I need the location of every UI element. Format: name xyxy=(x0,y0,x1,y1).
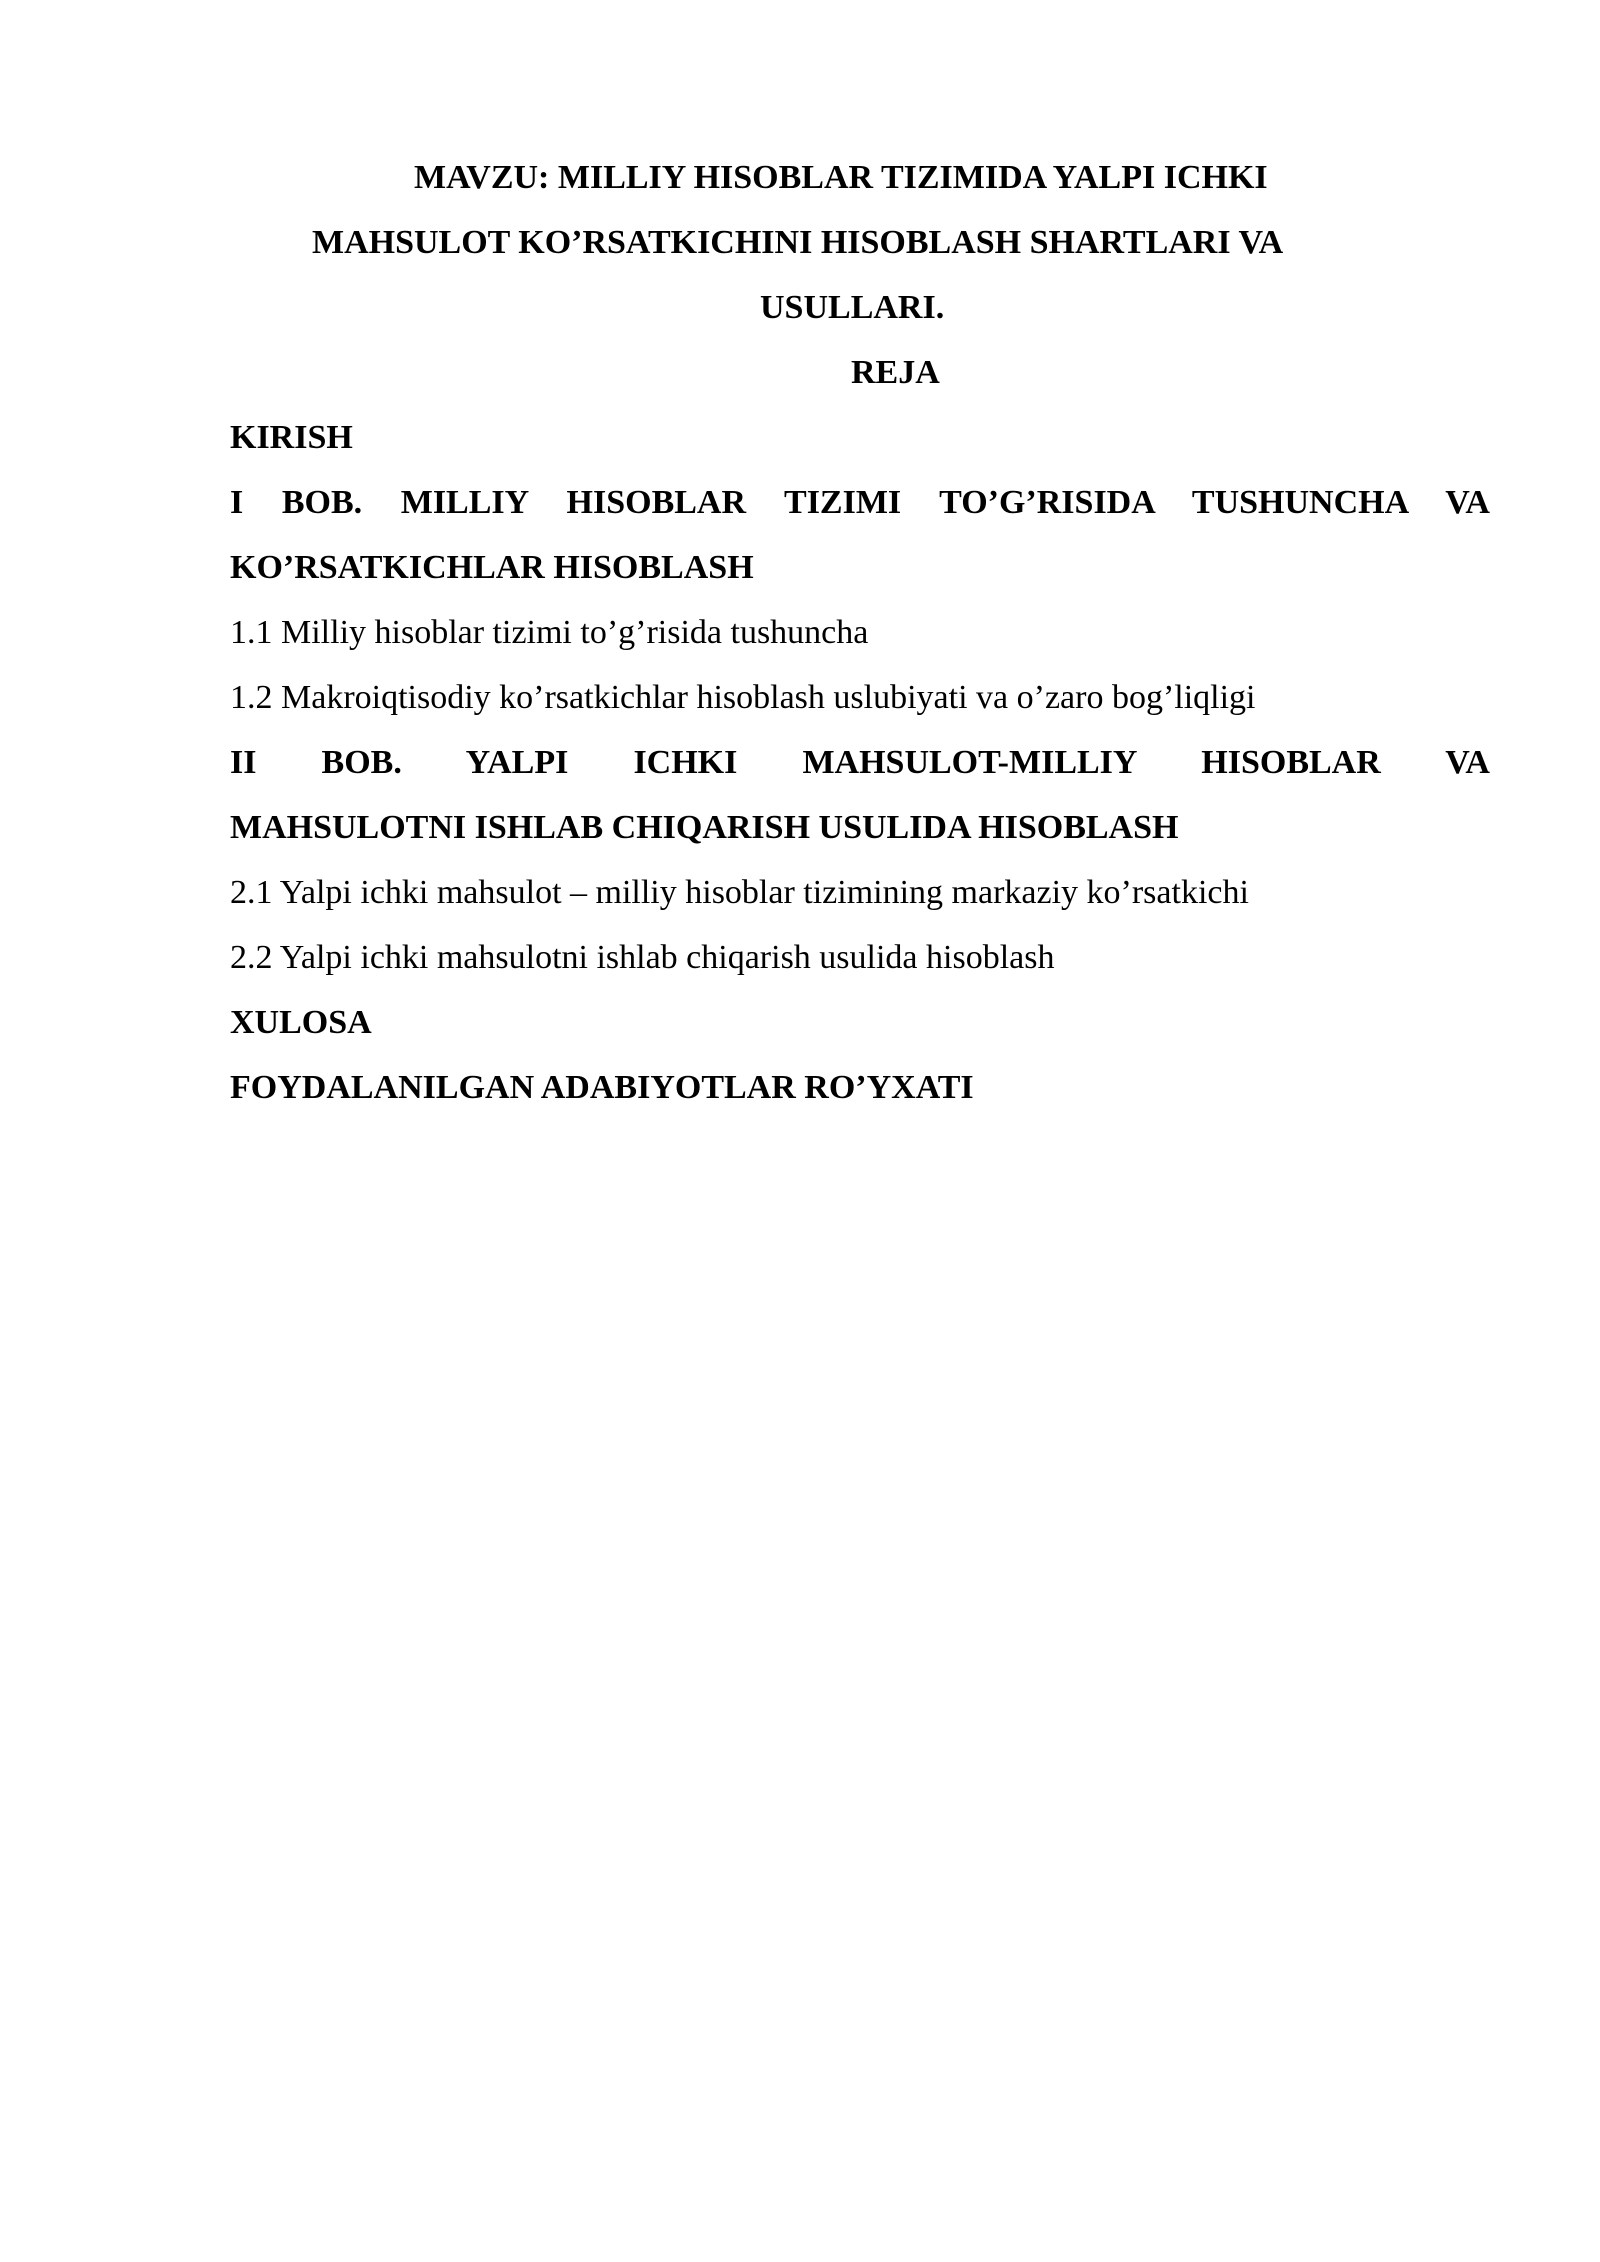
chapter2-section-2: 2.2 Yalpi ichki mahsulotni ishlab chiqarish usulida hisoblash xyxy=(230,939,1055,976)
chapter1-title-line-1: I BOB. MILLIY HISOBLAR TIZIMI TO’G’RISIDA TUSHUNCHA VA xyxy=(230,484,1490,521)
title-line-1: MAVZU: MILLIY HISOBLAR TIZIMIDA YALPI ICHKI xyxy=(414,159,1268,196)
chapter1-title-line-2: KO’RSATKICHLAR HISOBLASH xyxy=(230,549,754,586)
document-content xyxy=(230,145,1490,1120)
title-line-3: USULLARI. xyxy=(760,289,945,326)
conclusion-heading: XULOSA xyxy=(230,1004,372,1041)
chapter1-section-1: 1.1 Milliy hisoblar tizimi to’g’risida tushuncha xyxy=(230,614,869,651)
title-line-2: MAHSULOT KO’RSATKICHINI HISOBLASH SHARTLARI VA xyxy=(312,224,1284,261)
plan-heading: REJA xyxy=(851,354,940,391)
references-heading: FOYDALANILGAN ADABIYOTLAR RO’YXATI xyxy=(230,1069,974,1106)
chapter2-section-1: 2.1 Yalpi ichki mahsulot – milliy hisoblar tizimining markaziy ko’rsatkichi xyxy=(230,874,1249,911)
introduction-heading: KIRISH xyxy=(230,419,353,456)
chapter2-title-line-1: II BOB. YALPI ICHKI MAHSULOT-MILLIY HISOBLAR VA xyxy=(230,744,1490,781)
chapter2-title-line-2: MAHSULOTNI ISHLAB CHIQARISH USULIDA HISOBLASH xyxy=(230,809,1179,846)
chapter1-section-2: 1.2 Makroiqtisodiy ko’rsatkichlar hisoblash uslubiyati va o’zaro bog’liqligi xyxy=(230,679,1256,716)
